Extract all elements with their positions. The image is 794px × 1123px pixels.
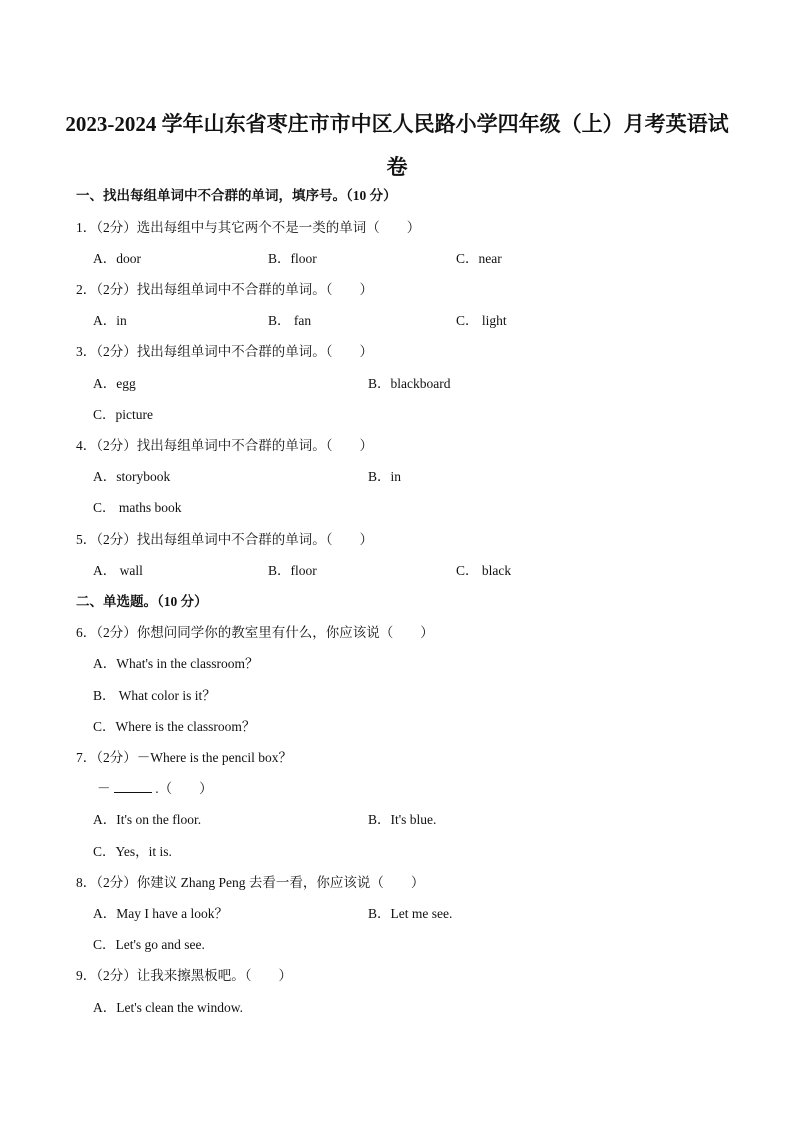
q3-option-c: C．picture — [93, 407, 153, 422]
q8-option-b: B．Let me see. — [368, 906, 453, 921]
question-stem-6: 6．（2分）你想问同学你的教室里有什么，你应该说（ ） — [76, 625, 434, 640]
q2-option-b: B． fan — [268, 313, 312, 328]
q2-option-c: C． light — [456, 313, 507, 328]
question-stem-9: 9．（2分）让我来擦黑板吧。（ ） — [76, 968, 292, 983]
question-stem-2: 2．（2分）找出每组单词中不合群的单词。（ ） — [76, 282, 373, 297]
q8-option-a: A．May I have a look？ — [93, 906, 228, 921]
question-stem-1: 1．（2分）选出每组中与其它两个不是一类的单词（ ） — [76, 220, 421, 235]
q1-option-b: B．floor — [268, 251, 317, 266]
q7-option-c: C．Yes，it is. — [93, 844, 172, 859]
q5-option-b: B．floor — [268, 563, 317, 578]
page-title — [62, 103, 732, 189]
q6-option-c: C．Where is the classroom？ — [93, 719, 256, 734]
q6-option-a: A．What's in the classroom？ — [93, 656, 259, 671]
q5-option-a: A． wall — [93, 563, 143, 578]
q7-answer-suffix: .（ ） — [155, 781, 213, 796]
q9-option-a: A．Let's clean the window. — [93, 1000, 244, 1015]
question-stem-8: 8．（2分）你建议 Zhang Peng 去看一看，你应该说（ ） — [76, 875, 425, 890]
section-heading-2: 二、单选题。（10 分） — [76, 594, 208, 609]
q5-option-c: C． black — [456, 563, 512, 578]
q7-answer-line — [97, 777, 213, 797]
title-line-1: 2023-2024 学年山东省枣庄市市中区人民路小学四年级（上）月考英语试 — [65, 112, 729, 136]
title-line-2: 卷 — [386, 155, 408, 179]
q1-option-a: A．door — [93, 251, 141, 266]
question-stem-5: 5．（2分）找出每组单词中不合群的单词。（ ） — [76, 532, 373, 547]
q7-answer-prefix: － — [97, 781, 111, 796]
q3-option-b: B．blackboard — [368, 376, 451, 391]
q1-option-c: C．near — [456, 251, 502, 266]
q6-option-b: B． What color is it？ — [93, 688, 216, 703]
question-stem-7: 7．（2分）－Where is the pencil box？ — [76, 750, 292, 765]
question-stem-4: 4．（2分）找出每组单词中不合群的单词。（ ） — [76, 438, 373, 453]
q8-option-c: C．Let's go and see. — [93, 937, 205, 952]
section-heading-1: 一、找出每组单词中不合群的单词，填序号。（10 分） — [76, 188, 397, 203]
q4-option-c: C． maths book — [93, 500, 182, 515]
q3-option-a: A．egg — [93, 376, 136, 391]
q4-option-b: B．in — [368, 469, 402, 484]
q7-option-a: A．It's on the floor. — [93, 812, 202, 827]
q2-option-a: A．in — [93, 313, 127, 328]
q7-answer-blank[interactable] — [114, 780, 152, 793]
q4-option-a: A．storybook — [93, 469, 171, 484]
q7-option-b: B．It's blue. — [368, 812, 437, 827]
question-stem-3: 3．（2分）找出每组单词中不合群的单词。（ ） — [76, 344, 373, 359]
